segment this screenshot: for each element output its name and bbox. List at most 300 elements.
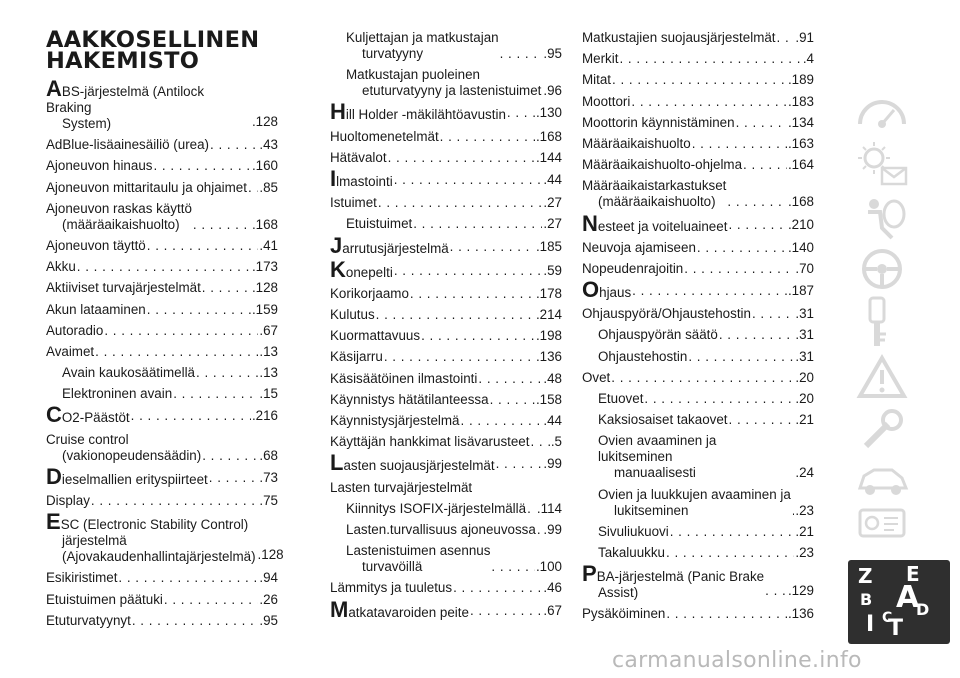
page-number: .31 — [795, 348, 814, 364]
alphabetical-index-tab[interactable] — [848, 560, 950, 644]
entry-label: asten suojausjärjestelmät — [343, 458, 495, 474]
entry-text — [330, 580, 452, 596]
entry-first-line — [330, 580, 452, 595]
index-entry[interactable] — [46, 302, 278, 318]
index-entry[interactable] — [330, 349, 562, 365]
page-number: .27 — [543, 216, 562, 232]
entry-text — [330, 165, 393, 191]
entry-label: Matkustajien suojausjärjestelmät — [582, 30, 776, 45]
index-entry[interactable] — [330, 232, 562, 258]
dot-leader — [410, 286, 535, 302]
entry-first-line — [330, 480, 472, 495]
index-entry[interactable] — [330, 129, 562, 145]
entry-text — [582, 30, 776, 46]
index-entry[interactable] — [46, 570, 278, 586]
entry-first-line — [346, 67, 480, 82]
dot-leader — [765, 583, 787, 599]
index-entry[interactable] — [582, 178, 814, 210]
page-number: .128 — [251, 280, 278, 296]
car-key-icon[interactable] — [852, 294, 912, 352]
entry-label: SC (Electronic Stability Control) — [60, 517, 249, 533]
entry-first-line — [62, 386, 172, 401]
index-entry[interactable] — [582, 136, 814, 152]
index-entry[interactable] — [582, 327, 814, 343]
index-entry[interactable] — [46, 280, 278, 296]
index-entry[interactable] — [330, 392, 562, 408]
index-entry[interactable] — [46, 238, 278, 254]
index-entry[interactable] — [330, 522, 562, 538]
dot-leader — [202, 448, 258, 464]
entry-label: Sivuliukuovi — [598, 523, 669, 539]
dot-leader — [777, 30, 795, 46]
page-number: .134 — [787, 114, 814, 130]
entry-text — [330, 99, 506, 125]
index-entry[interactable] — [46, 613, 278, 629]
dot-leader — [631, 94, 787, 110]
entry-text — [582, 136, 691, 152]
dot-leader — [450, 239, 535, 255]
badge-letter-a: A — [896, 580, 920, 615]
entry-text — [330, 371, 477, 387]
index-entry[interactable] — [582, 349, 814, 365]
dot-leader — [440, 129, 535, 145]
dot-leader — [736, 115, 787, 131]
entry-label: Määräaikaishuolto — [582, 135, 691, 151]
index-entry[interactable] — [46, 509, 284, 565]
watermark: carmanualsonline.info — [612, 648, 862, 673]
index-entry[interactable] — [330, 256, 562, 282]
dot-leader — [697, 240, 787, 256]
entry-label: onepelti — [345, 264, 393, 280]
entry-first-line — [330, 596, 469, 622]
page-number: .210 — [787, 216, 814, 232]
entry-label: esteet ja voiteluaineet — [597, 218, 728, 234]
index-entry[interactable] — [582, 240, 814, 256]
entry-first-line — [46, 344, 94, 359]
dot-leader — [692, 136, 787, 152]
page-number: .44 — [543, 413, 562, 428]
entry-label: Etuistuimet — [346, 216, 413, 232]
entry-first-line — [582, 72, 611, 87]
entry-first-line — [330, 307, 375, 322]
index-entry[interactable] — [46, 344, 278, 360]
page-number: .168 — [251, 216, 278, 232]
entry-first-line — [330, 434, 529, 449]
index-entry[interactable] — [330, 450, 562, 476]
dot-leader — [743, 157, 787, 173]
page-number: .187 — [787, 283, 814, 299]
warning-light-icon[interactable] — [852, 138, 912, 194]
index-entry[interactable] — [46, 386, 278, 402]
entry-first-line — [330, 286, 409, 301]
entry-label: ill Holder -mäkilähtöavustin — [345, 107, 506, 123]
section-initial-letter: M — [330, 596, 349, 622]
index-entry[interactable] — [330, 99, 562, 125]
entry-label: Display — [46, 493, 90, 508]
index-entry[interactable] — [582, 545, 814, 561]
entry-text — [598, 433, 793, 481]
entry-text — [598, 349, 687, 365]
index-entry[interactable] — [582, 391, 814, 407]
dot-leader — [666, 606, 787, 622]
page-number: .114 — [536, 500, 562, 516]
index-entry[interactable] — [46, 201, 278, 233]
index-entry[interactable] — [330, 543, 562, 575]
page-number: .140 — [787, 239, 814, 255]
entry-first-line — [582, 51, 618, 66]
section-initial-letter: E — [46, 509, 61, 535]
page-number: .41 — [259, 237, 278, 253]
airbag-icon[interactable] — [852, 194, 912, 244]
page-number: .94 — [259, 570, 278, 586]
entry-text — [346, 543, 490, 575]
entry-label: Kaksiosaiset takaovet — [598, 412, 728, 428]
page-number: .158 — [535, 391, 562, 407]
entry-label: Käsijarru — [330, 349, 383, 365]
index-entry[interactable] — [330, 67, 562, 99]
page-number: .43 — [259, 137, 278, 153]
entry-first-line — [46, 259, 76, 274]
dot-leader — [147, 238, 259, 254]
index-entry[interactable] — [330, 286, 562, 302]
entry-text — [46, 158, 152, 174]
entry-label: Käyttäjän hankkimat lisävarusteet — [330, 434, 530, 450]
entry-label: Ajoneuvon hinaus — [46, 158, 153, 174]
entry-text — [582, 370, 610, 386]
entry-text — [46, 402, 130, 428]
entry-first-line — [46, 280, 201, 295]
entry-label: Lasten turvajärjestelmät — [330, 479, 473, 495]
dot-leader — [413, 216, 542, 232]
entry-text — [330, 450, 495, 476]
entry-label: Ohjauspyörä/Ohjaustehostin — [582, 306, 751, 322]
entry-first-line — [62, 365, 195, 380]
index-entry[interactable] — [46, 592, 278, 608]
index-entry[interactable] — [582, 487, 814, 519]
entry-label: Ohjaustehostin — [598, 348, 688, 364]
index-entry[interactable] — [330, 580, 562, 596]
car-specs-icon[interactable] — [852, 456, 912, 502]
dot-leader — [153, 158, 250, 174]
entry-label: Ovien ja luukkujen avaaminen ja — [598, 486, 791, 502]
page-number: .216 — [251, 408, 278, 424]
entry-label: Määräaikaistarkastukset — [582, 178, 727, 194]
page-title — [46, 27, 260, 74]
entry-text — [330, 307, 375, 323]
entry-text — [330, 129, 439, 145]
index-entry[interactable] — [582, 30, 814, 46]
index-entry[interactable] — [582, 277, 814, 303]
entry-text — [582, 115, 735, 131]
entry-label: Kiinnitys ISOFIX-järjestelmällä — [346, 500, 527, 516]
entry-label: Määräaikaishuolto-ohjelma — [582, 157, 743, 173]
entry-first-line — [582, 94, 630, 109]
entry-label: Etuovet — [598, 391, 644, 406]
radio-icon[interactable] — [852, 502, 912, 542]
index-entry[interactable] — [582, 606, 814, 622]
dot-leader — [792, 503, 795, 519]
dot-leader — [527, 501, 536, 517]
entry-text — [46, 201, 192, 233]
page-number: .75 — [259, 493, 278, 508]
entry-text — [582, 561, 765, 601]
entry-first-line — [582, 370, 610, 385]
index-entry[interactable] — [46, 402, 278, 428]
badge-letter-e: E — [906, 562, 920, 586]
index-entry[interactable] — [330, 413, 562, 429]
entry-first-line — [46, 137, 209, 152]
entry-label: AdBlue-lisäainesäiliö (urea) — [46, 137, 210, 153]
entry-text — [330, 286, 409, 302]
dot-leader — [644, 391, 794, 407]
index-column-2 — [330, 30, 562, 626]
entry-label: Ajoneuvon mittaritaulu ja ohjaimet — [46, 179, 247, 195]
entry-first-line — [330, 129, 439, 144]
page-number: .13 — [259, 343, 278, 359]
entry-first-line — [346, 216, 412, 231]
dot-leader — [752, 306, 794, 322]
entry-label: Ohjauspyörän säätö — [598, 327, 718, 343]
index-entry[interactable] — [330, 307, 562, 323]
index-entry[interactable] — [46, 463, 278, 489]
entry-first-line — [46, 402, 130, 428]
index-entry[interactable] — [330, 216, 562, 232]
entry-text — [346, 501, 526, 517]
page-number: .5 — [550, 434, 562, 450]
title-line-1: AAKKOSELLINEN — [46, 27, 260, 53]
index-entry[interactable] — [582, 210, 814, 236]
page-number: .164 — [787, 157, 814, 173]
page-number: .185 — [535, 238, 562, 254]
page-number: .130 — [535, 105, 562, 121]
entry-label: BA-järjestelmä (Panic Brake — [596, 569, 765, 585]
index-entry[interactable] — [330, 165, 562, 191]
dot-leader — [193, 217, 251, 233]
page-number: .163 — [787, 135, 814, 151]
index-entry[interactable] — [330, 480, 562, 496]
entry-first-line — [582, 210, 728, 236]
entry-continuation: järjestelmä — [62, 533, 127, 549]
warning-triangle-icon[interactable] — [852, 352, 912, 404]
entry-first-line — [346, 543, 490, 558]
section-initial-letter: O — [582, 277, 600, 303]
entry-first-line — [46, 463, 208, 489]
entry-text — [598, 545, 665, 561]
entry-text — [330, 195, 377, 211]
index-entry[interactable] — [330, 371, 562, 387]
dot-leader — [727, 194, 787, 210]
index-entry[interactable] — [582, 306, 814, 322]
entry-text — [62, 386, 172, 402]
page-number: .100 — [535, 559, 562, 575]
entry-text — [46, 323, 103, 339]
entry-first-line — [330, 256, 393, 282]
entry-first-line — [598, 545, 665, 560]
dot-leader — [719, 327, 795, 343]
entry-label: lmastointi — [336, 173, 393, 189]
entry-label: Istuimet — [330, 195, 377, 211]
entry-first-line — [46, 180, 247, 195]
entry-text — [582, 306, 751, 322]
entry-text — [46, 137, 209, 153]
entry-text — [62, 365, 195, 381]
page-number: .198 — [535, 328, 562, 344]
entry-label: Esikiristimet — [46, 570, 118, 586]
badge-letter-d: D — [916, 600, 930, 619]
page-number: .21 — [795, 523, 814, 539]
entry-label: ieselmallien erityspiirteet — [61, 471, 208, 487]
index-entry[interactable] — [330, 150, 562, 166]
entry-continuation: Assist) — [598, 585, 639, 601]
entry-continuation: (vakionopeudensäädin) — [62, 447, 202, 463]
entry-label: Korikorjaamo — [330, 285, 409, 301]
entry-first-line — [46, 432, 129, 447]
entry-label: Kulutus — [330, 307, 375, 323]
index-entry[interactable] — [582, 157, 814, 173]
index-entry[interactable] — [582, 115, 814, 131]
entry-text — [330, 596, 469, 622]
entry-text — [598, 487, 791, 519]
entry-continuation: etuturvatyyny ja lastenistuimet — [362, 83, 542, 99]
section-initial-letter: J — [330, 232, 343, 258]
index-entry[interactable] — [330, 501, 562, 517]
dot-leader — [496, 456, 543, 472]
entry-first-line — [346, 501, 526, 516]
section-initial-letter: K — [330, 256, 346, 282]
dot-leader — [132, 613, 259, 629]
page-number: .173 — [251, 259, 278, 275]
badge-letter-t: T — [888, 616, 904, 641]
index-entry[interactable] — [582, 412, 814, 428]
index-entry[interactable] — [46, 180, 278, 196]
entry-label: hjaus — [599, 285, 632, 301]
page-number: .183 — [787, 93, 814, 109]
entry-first-line — [598, 412, 728, 427]
entry-first-line — [330, 450, 495, 476]
page-number: .13 — [259, 365, 278, 381]
entry-label: Käsisäätöinen ilmastointi — [330, 370, 478, 386]
entry-first-line — [598, 349, 687, 364]
entry-text — [346, 522, 536, 538]
index-entry[interactable] — [46, 432, 278, 464]
entry-label: Ajoneuvon täyttö — [46, 237, 146, 253]
entry-first-line — [46, 76, 205, 115]
page-number: .85 — [259, 179, 278, 195]
page-number: .67 — [543, 602, 562, 618]
dot-leader — [491, 559, 535, 575]
dashboard-gauge-icon[interactable] — [852, 86, 912, 138]
entry-first-line — [582, 136, 691, 151]
index-entry[interactable] — [46, 365, 278, 381]
dot-leader — [164, 592, 259, 608]
index-entry[interactable] — [46, 323, 278, 339]
dot-leader — [507, 105, 535, 121]
dot-leader — [147, 302, 251, 318]
entry-first-line — [582, 30, 776, 45]
entry-first-line — [598, 391, 643, 406]
page-number: .136 — [787, 606, 814, 622]
dot-leader — [537, 522, 543, 538]
entry-continuation: System) — [62, 116, 112, 131]
entry-first-line — [598, 327, 718, 342]
entry-text — [582, 277, 632, 303]
badge-letter-i: I — [866, 612, 875, 637]
badge-letter-c: C — [882, 610, 893, 626]
page-number: .144 — [535, 149, 562, 165]
entry-first-line — [46, 592, 163, 607]
entry-text — [582, 178, 726, 210]
entry-label: Etuistuimen päätuki — [46, 591, 163, 607]
entry-text — [46, 76, 250, 132]
index-entry[interactable] — [330, 30, 562, 62]
dot-leader — [384, 349, 535, 365]
index-entry[interactable] — [330, 596, 562, 622]
index-entry[interactable] — [330, 434, 562, 450]
entry-first-line — [582, 306, 751, 321]
entry-text — [330, 413, 460, 429]
entry-first-line — [346, 30, 499, 45]
index-entry[interactable] — [330, 328, 562, 344]
entry-text — [598, 391, 643, 407]
entry-first-line — [582, 261, 683, 276]
entry-label: BS-järjestelmä (Antilock Braking — [46, 84, 205, 115]
entry-label: Nopeudenrajoitin — [582, 260, 684, 276]
entry-text — [582, 210, 728, 236]
section-initial-letter: H — [330, 99, 346, 125]
index-entry[interactable] — [46, 259, 278, 275]
page-number: .59 — [543, 262, 562, 278]
entry-label: arrutusjärjestelmä — [342, 240, 449, 256]
entry-first-line — [330, 392, 489, 407]
index-entry[interactable] — [582, 72, 814, 88]
entry-first-line — [598, 487, 791, 502]
steering-wheel-icon[interactable] — [852, 244, 912, 294]
index-entry[interactable] — [330, 195, 562, 211]
dot-leader — [530, 434, 549, 450]
entry-label: Avain kaukosäätimellä — [62, 365, 195, 381]
index-entry[interactable] — [582, 94, 814, 110]
entry-first-line — [330, 99, 506, 125]
page-number: .178 — [535, 285, 562, 301]
entry-text — [330, 392, 489, 408]
dot-leader — [394, 172, 543, 188]
index-entry[interactable] — [582, 433, 814, 481]
dot-leader — [461, 413, 543, 429]
index-entry[interactable] — [46, 158, 278, 174]
index-entry[interactable] — [582, 370, 814, 386]
title-line-2: HAKEMISTO — [46, 48, 200, 74]
index-entry[interactable] — [582, 51, 814, 67]
section-initial-letter: P — [582, 561, 597, 587]
index-entry[interactable] — [46, 76, 278, 132]
index-entry[interactable] — [582, 561, 814, 601]
dot-leader — [729, 412, 795, 428]
entry-first-line — [582, 240, 696, 255]
entry-first-line — [46, 570, 117, 585]
entry-first-line — [46, 613, 131, 628]
dot-leader — [478, 371, 542, 387]
dot-leader — [453, 580, 542, 596]
section-initial-letter: C — [46, 402, 62, 428]
wrench-icon[interactable] — [852, 404, 912, 456]
index-entry[interactable] — [582, 524, 814, 540]
index-entry[interactable] — [582, 261, 814, 277]
entry-text — [330, 434, 529, 450]
entry-text — [330, 328, 420, 344]
index-entry[interactable] — [46, 137, 278, 153]
dot-leader — [611, 370, 794, 386]
index-entry[interactable] — [46, 493, 278, 509]
